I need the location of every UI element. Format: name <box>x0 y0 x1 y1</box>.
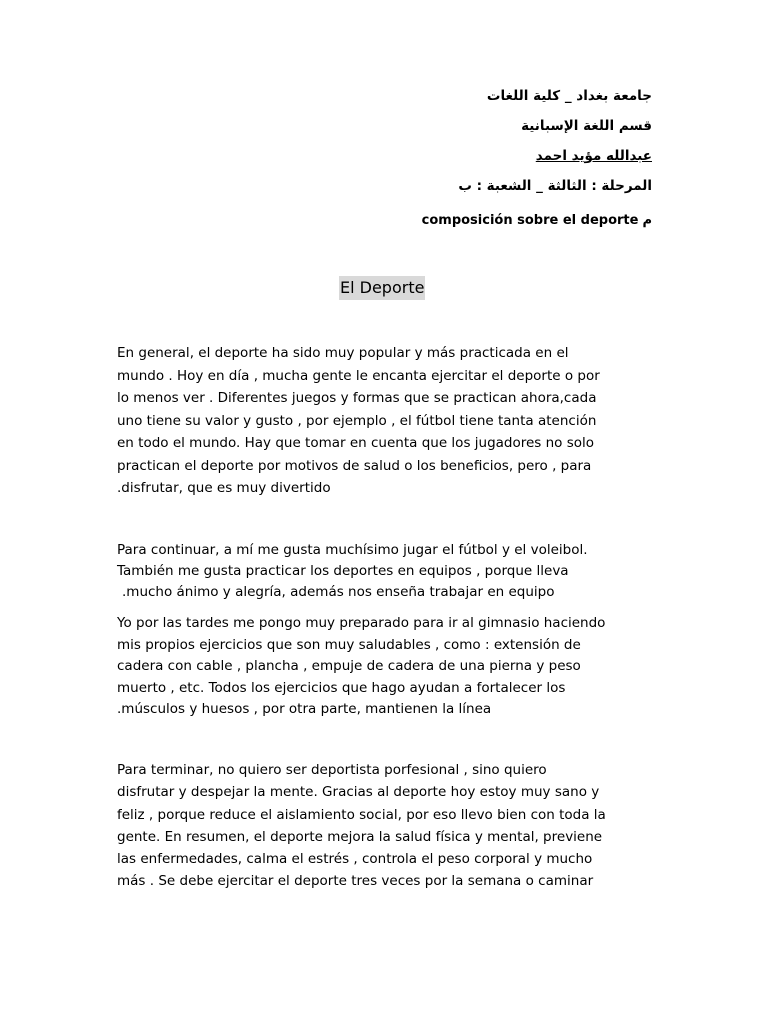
paragraph-line: en todo el mundo. Hay que tomar en cuenta que los jugadores no solo <box>117 435 595 451</box>
paragraph-line: Para continuar, a mí me gusta muchísimo jugar el fútbol y el voleibol. <box>117 542 588 558</box>
paragraph-line: las enfermedades, calma el estrés , controla el peso corporal y mucho <box>117 851 593 868</box>
subject-text: composición sobre el deporte <box>421 213 639 228</box>
paragraph-intro <box>117 342 645 500</box>
paragraph-line: disfrutar y despejar la mente. Gracias al deporte hoy estoy muy sano y <box>117 784 600 801</box>
paragraph-line: mundo . Hoy en día , mucha gente le encanta ejercitar el deporte o por <box>117 367 600 384</box>
stage-line: المرحلة : الثالثة _ الشعبة : ب <box>458 178 652 194</box>
paragraph-line: En general, el deporte ha sido muy popular y más practicada en el <box>117 345 569 361</box>
paragraph-line: practican el deporte por motivos de salud o los beneficios, pero , para <box>117 457 592 474</box>
paragraph-line: Para terminar, no quiero ser deportista porfesional , sino quiero <box>117 762 547 778</box>
paragraph-conclusion <box>117 759 645 893</box>
paragraph-line: muerto , etc. Todos los ejercicios que hago ayudan a fortalecer los <box>117 679 566 696</box>
document-title: El Deporte <box>339 276 425 300</box>
paragraph-line: cadera con cable , plancha , empuje de cadera de una pierna y peso <box>117 658 581 674</box>
subject-arabic-suffix: م <box>642 213 652 228</box>
paragraph-line: feliz , porque reduce el aislamiento social, por eso llevo bien con toda la <box>117 806 606 823</box>
student-name: عبدالله مؤيد احمد <box>535 148 652 164</box>
paragraph-line: .mucho ánimo y alegría, además nos enseña trabajar en equipo <box>122 584 555 600</box>
paragraph-line: mis propios ejercicios que son muy saludables , como : extensión de <box>117 636 581 653</box>
paragraph-gym <box>117 613 645 721</box>
paragraph-line: .músculos y huesos , por otra parte, mantienen la línea <box>117 701 492 717</box>
paragraph-line: gente. En resumen, el deporte mejora la salud física y mental, previene <box>117 828 603 845</box>
paragraph-line: uno tiene su valor y gusto , por ejemplo , el fútbol tiene tanta atención <box>117 412 597 429</box>
paragraph-line: .disfrutar, que es muy divertido <box>117 480 331 496</box>
department-line: قسم اللغة الإسبانية <box>521 118 652 134</box>
paragraph-line: lo menos ver . Diferentes juegos y formas que se practican ahora,cada <box>117 390 597 406</box>
paragraph-line: Yo por las tardes me pongo muy preparado para ir al gimnasio haciendo <box>117 615 606 631</box>
paragraph-line: También me gusta practicar los deportes en equipos , porque lleva <box>117 563 569 579</box>
paragraph-continue <box>117 540 645 603</box>
subject-line <box>422 212 652 230</box>
university-line: جامعة بغداد _ كلية اللغات <box>486 88 652 104</box>
paragraph-line: más . Se debe ejercitar el deporte tres veces por la semana o caminar <box>117 873 594 890</box>
